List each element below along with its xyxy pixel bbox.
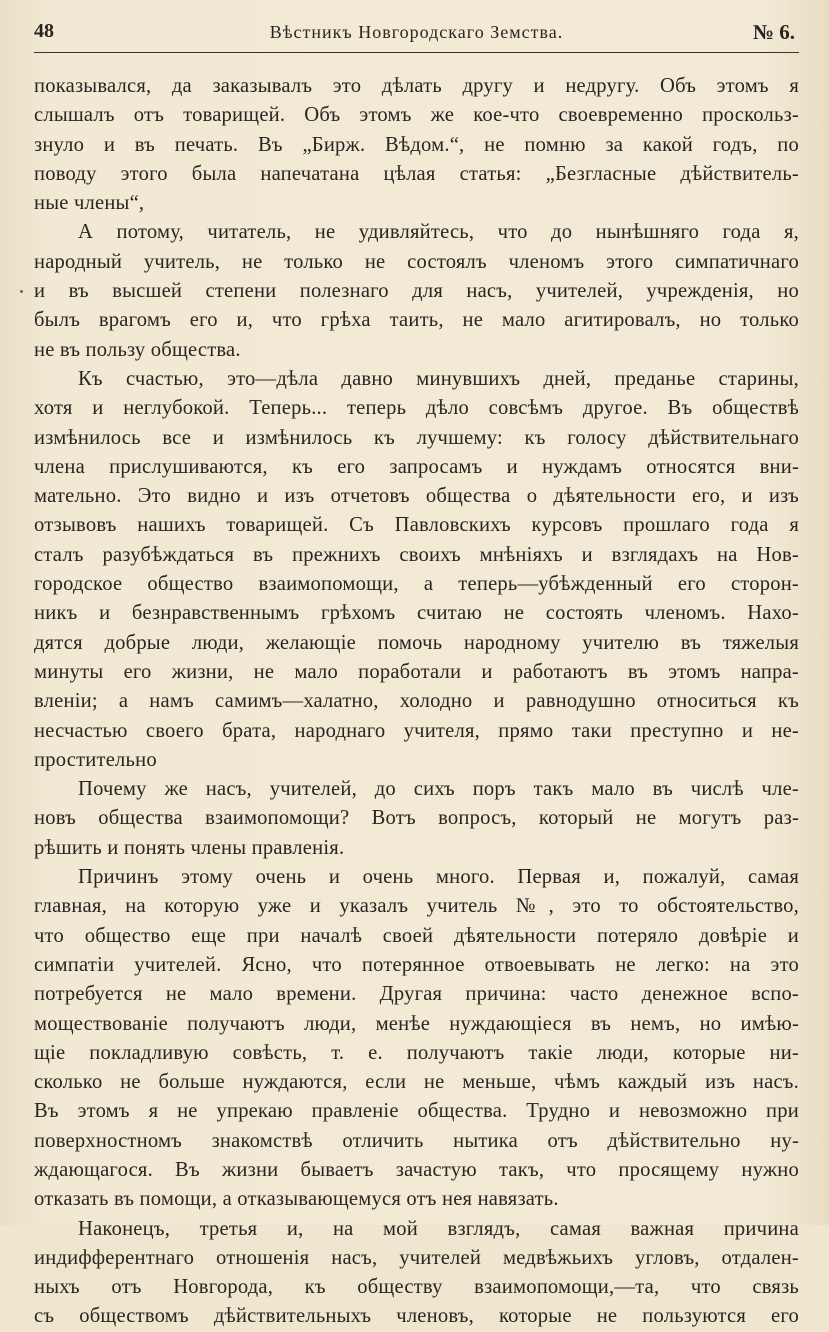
text-line: ные члены“, — [34, 192, 145, 215]
text-line: хотя и неглубокой. Теперь... теперь дѣло совсѣмъ другое. Въ обществѣ — [34, 397, 799, 420]
text-line: члена прислушиваются, къ его запросамъ и нуждамъ относятся вни- — [34, 455, 799, 478]
text-line: Почему же насъ, учителей, до сихъ поръ такъ мало въ числѣ чле- — [78, 778, 799, 801]
text-line: народный учитель, не только не состоялъ членомъ этого симпатичнаго — [34, 250, 799, 273]
text-line: щіе покладливую совѣсть, т. е. получаютъ такіе люди, которые ни- — [34, 1041, 799, 1064]
text-line: что общество еще при началѣ своей дѣятельности потеряло довѣріе и — [34, 924, 799, 947]
text-line: индифферентнаго отношенія насъ, учителей медвѣжьихъ угловъ, отдален- — [34, 1246, 799, 1269]
text-line: ныхъ отъ Новгорода, къ обществу взаимопомощи,—та, что связь — [34, 1276, 799, 1299]
text-line: поводу этого была напечатана цѣлая статья: „Безгласные дѣйствитель- — [34, 162, 799, 185]
text-line: знуло и въ печать. Въ „Бирж. Вѣдом.“, не помню за какой годъ, по — [34, 133, 799, 156]
text-line: Къ счастью, это—дѣла давно минувшихъ дней, преданье старины, — [78, 367, 799, 390]
page-number: 48 — [34, 20, 54, 42]
text-line: отзывовъ нашихъ товарищей. Съ Павловскихъ курсовъ прошлаго года я — [34, 514, 799, 537]
text-line: вленіи; а намъ самимъ—халатно, холодно и равнодушно относиться къ — [34, 690, 799, 713]
text-line: измѣнилось все и измѣнилось къ лучшему: къ голосу дѣйствительнаго — [34, 426, 799, 449]
journal-title: Вѣстникъ Новгородскаго Земства. — [269, 22, 564, 42]
text-line: сколько не больше нуждаются, если не меньше, чѣмъ каждый изъ насъ. — [34, 1071, 799, 1094]
text-line: дятся добрые люди, желающіе помочь народному учителю въ тяжелыя — [34, 631, 799, 654]
text-line: простительно — [34, 748, 157, 771]
text-line: минуты его жизни, не мало поработали и работаютъ въ этомъ напра- — [34, 660, 799, 683]
running-header — [34, 18, 799, 53]
text-line: Наконецъ, третья и, на мой взглядъ, самая важная причина — [78, 1217, 799, 1240]
text-line: Въ этомъ я не упрекаю правленіе общества. Трудно и невозможно при — [34, 1100, 799, 1123]
text-line: показывался, да заказывалъ это дѣлать другу и недругу. Объ этомъ я — [34, 75, 799, 97]
text-line: слышалъ отъ товарищей. Объ этомъ же кое-что своевременно проскольз- — [34, 104, 799, 127]
text-line: мательно. Это видно и изъ отчетовъ общества о дѣятельности его, и изъ — [34, 485, 799, 508]
text-line: никъ и безнравственнымъ грѣхомъ считаю не состоять членомъ. Нахо- — [34, 602, 799, 625]
issue-number: № 6. — [752, 20, 795, 44]
text-line: съ обществомъ дѣйствительныхъ членовъ, которые не пользуются его — [34, 1305, 799, 1328]
text-line: ждающагося. Въ жизни бываетъ зачастую такъ, что просящему нужно — [34, 1158, 799, 1181]
text-line: симпатіи учителей. Ясно, что потерянное отвоевывать не легко: на это — [34, 953, 799, 976]
article-body — [34, 72, 799, 1332]
text-line: главная, на которую уже и указалъ учитель №, это то обстоятельство, — [34, 895, 799, 918]
text-line: несчастью своего брата, народнаго учителя, прямо таки преступно и не- — [34, 719, 799, 742]
text-line: сталъ разубѣждаться въ прежнихъ своихъ мнѣніяхъ и взглядахъ на Нов- — [34, 543, 799, 566]
text-line: Причинъ этому очень и очень много. Первая и, пожалуй, самая — [78, 866, 799, 889]
text-line: поверхностномъ знакомствѣ отличить нытика отъ дѣйствительно ну- — [34, 1129, 799, 1152]
text-line: городское общество взаимопомощи, а теперь—убѣжденный его сторон- — [34, 573, 799, 596]
text-line: новъ общества взаимопомощи? Вотъ вопросъ, который не могутъ раз- — [34, 807, 799, 830]
text-line: моществованіе получаютъ люди, менѣе нуждающіеся въ немъ, но имѣю- — [34, 1012, 799, 1035]
text-line: рѣшить и понять члены правленія. — [34, 836, 345, 859]
text-line: отказать въ помощи, а отказывающемуся отъ нея навязать. — [34, 1188, 559, 1211]
text-line: потребуется не мало времени. Другая причина: часто денежное вспо- — [34, 983, 799, 1006]
text-line: былъ врагомъ его и, что грѣха таить, не мало агитировалъ, но только — [34, 309, 799, 332]
text-line: и въ высшей степени полезнаго для насъ, учителей, учрежденія, но — [34, 280, 799, 303]
text-line: не въ пользу общества. — [34, 338, 241, 361]
print-speck — [20, 290, 23, 293]
text-line: А потому, читатель, не удивляйтесь, что до нынѣшняго года я, — [78, 221, 799, 244]
